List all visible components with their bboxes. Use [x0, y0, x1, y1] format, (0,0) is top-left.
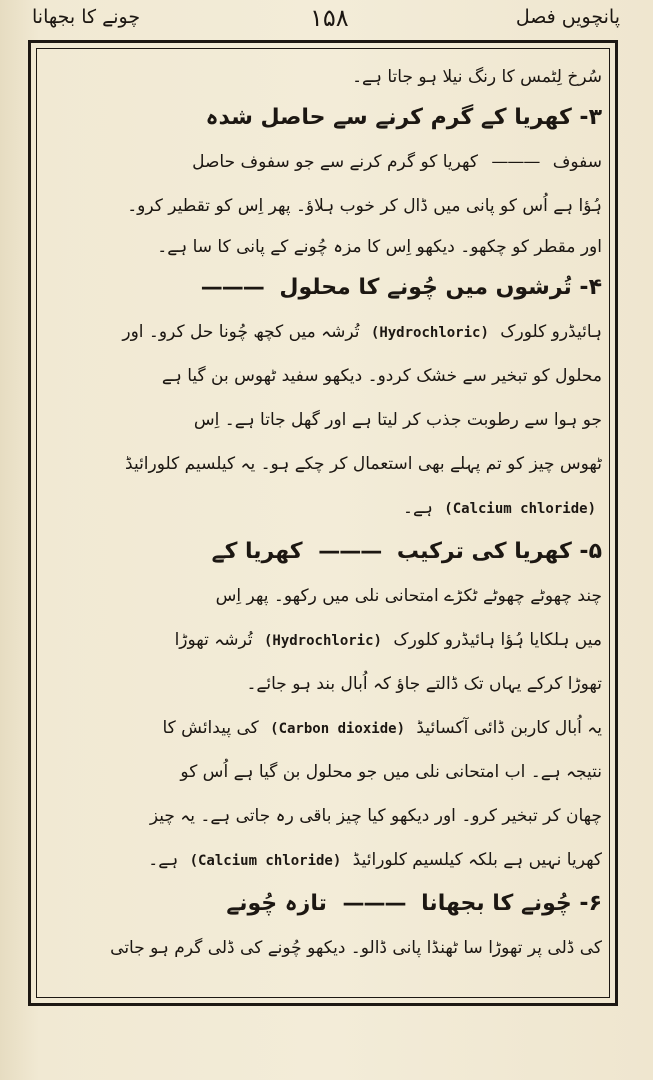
text-line: جو ہوا سے رطوبت جذب کر لیتا ہے اور گھل جاتا ہے۔ اِس: [193, 410, 602, 430]
text-line: میں ہلکایا ہُؤا ہائیڈرو کلورک (Hydrochloric) تُرشہ تھوڑا: [44, 618, 602, 662]
section-heading-6: ۶- چُونے کا بجھانا ——— تازہ چُونے: [44, 882, 602, 926]
heading-dash: ———: [200, 275, 264, 300]
text-line: کھریا نہیں ہے بلکہ کیلسیم کلورائیڈ (Calcium chloride) ہے۔: [44, 838, 602, 882]
text-line: ٹھوس چیز کو تم پہلے بھی استعمال کر چکے ہو۔ یہ کیلسیم کلورائیڈ: [125, 454, 602, 474]
heading-dash: ———: [491, 152, 540, 172]
section-heading-5: ۵- کھریا کی ترکیب ——— کھریا کے: [44, 530, 602, 574]
running-topic: چونے کا بجھانا: [32, 6, 141, 28]
heading-dash: ———: [318, 539, 382, 564]
text-line: سفوف ——— کھریا کو گرم کرنے سے جو سفوف حاصل: [44, 140, 602, 184]
text-line: ہُؤا ہے اُس کو پانی میں ڈال کر خوب ہلاؤ۔ پھر اِس کو تقطیر کرو۔: [127, 196, 602, 216]
page-body: [44, 58, 602, 994]
text-line: (Calcium chloride) ہے۔: [44, 486, 602, 530]
text-line: نتیجہ ہے۔ اب امتحانی نلی میں جو محلول بن گیا ہے اُس کو: [180, 762, 602, 782]
english-term: (Hydrochloric): [370, 325, 489, 341]
text-line: کی ڈلی پر تھوڑا سا ٹھنڈا پانی ڈالو۔ دیکھو چُونے کی ڈلی گرم ہو جاتی: [110, 938, 602, 958]
heading-dash: ———: [342, 891, 406, 916]
text-line: تھوڑا کرکے یہاں تک ڈالتے جاؤ کہ اُبال بند ہو جائے۔: [246, 674, 602, 694]
text-line: محلول کو تبخیر سے خشک کردو۔ دیکھو سفید ٹھوس بن گیا ہے: [161, 366, 602, 386]
english-term: (Hydrochloric): [263, 633, 382, 649]
page-number: ۱۵۸: [310, 4, 349, 32]
section-heading-4: ۴- تُرشوں میں چُونے کا محلول ———: [44, 266, 602, 310]
text-line: سُرخ لِٹمس کا رنگ نیلا ہو جاتا ہے۔: [352, 67, 602, 87]
text-line: یہ اُبال کاربن ڈائی آکسائیڈ (Carbon dioxide) کی پیدائش کا: [44, 706, 602, 750]
text-line: ہائیڈرو کلورک (Hydrochloric) تُرشہ میں کچھ چُونا حل کرو۔ اور: [44, 310, 602, 354]
english-term: (Calcium chloride): [444, 501, 596, 517]
text-line: اور مقطر کو چکھو۔ دیکھو اِس کا مزہ چُونے کے پانی کا سا ہے۔: [157, 237, 602, 257]
english-term: (Calcium chloride): [189, 853, 342, 869]
text-line: چند چھوٹے چھوٹے ٹکڑے امتحانی نلی میں رکھو۔ پھر اِس: [215, 586, 602, 606]
section-title: پانچویں فصل: [515, 6, 620, 28]
english-term: (Carbon dioxide): [270, 721, 405, 737]
section-heading-3: ۳- کھریا کے گرم کرنے سے حاصل شدہ: [205, 105, 602, 130]
text-line: چھان کر تبخیر کرو۔ اور دیکھو کیا چیز باقی رہ جاتی ہے۔ یہ چیز: [149, 806, 602, 826]
page-header: [30, 4, 630, 36]
